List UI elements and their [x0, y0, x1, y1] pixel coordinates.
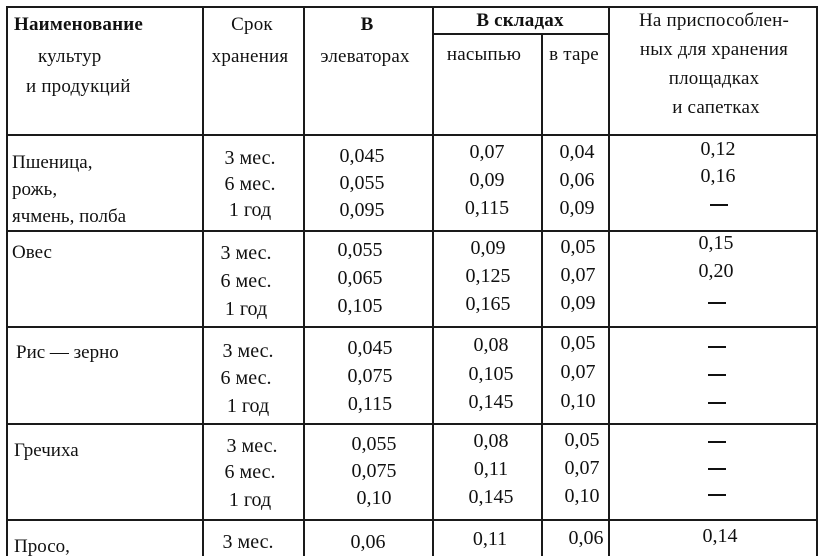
header-elevator-line-2: элеваторах — [320, 46, 410, 67]
row-3-term-1: 3 мес. — [222, 340, 274, 362]
header-elevator-line-1: В — [360, 14, 374, 35]
row-4-tare-1: 0,05 — [564, 429, 600, 451]
header-platform-line-1: На приспособлен- — [638, 10, 790, 31]
table-right-border — [816, 6, 818, 556]
row-3-tare-1: 0,05 — [560, 332, 596, 354]
row-4-term-1: 3 мес. — [226, 435, 278, 457]
row-2-term-3: 1 год — [224, 298, 268, 320]
row-1-platform-3-dash — [710, 204, 728, 206]
row-3-tare-2: 0,07 — [560, 361, 596, 383]
header-platform-line-2: ных для хранения — [639, 39, 789, 60]
row-4-name: Гречиха — [14, 440, 79, 461]
row-4-bulk-1: 0,08 — [473, 430, 509, 452]
row-1-bulk-2: 0,09 — [469, 169, 505, 191]
row-4-bulk-2: 0,11 — [473, 458, 509, 480]
row-3-elevator-3: 0,115 — [347, 393, 393, 415]
header-term-line-2: хранения — [211, 46, 289, 67]
row-4-tare-2: 0,07 — [564, 457, 600, 479]
row-4-term-3: 1 год — [228, 489, 272, 511]
header-platform-line-4: и сапетках — [672, 97, 760, 118]
row-2-elevator-1: 0,055 — [337, 239, 383, 261]
row-1-elevator-1: 0,045 — [339, 145, 385, 167]
row-1-elevator-2: 0,055 — [339, 172, 385, 194]
row-3-bottom-rule — [6, 423, 818, 425]
row-2-platform-3-dash — [708, 302, 726, 304]
row-1-elevator-3: 0,095 — [339, 199, 385, 221]
row-3-term-2: 6 мес. — [220, 367, 272, 389]
row-4-elevator-3: 0,10 — [356, 487, 392, 509]
row-1-tare-3: 0,09 — [559, 197, 595, 219]
row-2-tare-2: 0,07 — [560, 264, 596, 286]
row-3-tare-3: 0,10 — [560, 390, 596, 412]
row-3-elevator-2: 0,075 — [347, 365, 393, 387]
row-2-tare-3: 0,09 — [560, 292, 596, 314]
row-3-platform-2-dash — [708, 374, 726, 376]
row-2-term-2: 6 мес. — [220, 270, 272, 292]
row-4-platform-2-dash — [708, 468, 726, 470]
row-1-bulk-1: 0,07 — [469, 141, 505, 163]
column-divider-4 — [541, 33, 543, 556]
row-1-platform-1: 0,12 — [700, 138, 736, 160]
row-1-bulk-3: 0,115 — [464, 197, 510, 219]
warehouse-subheader-rule — [432, 33, 608, 35]
row-3-bulk-1: 0,08 — [473, 334, 509, 356]
row-1-name-line-2: рожь, — [12, 179, 58, 200]
row-2-bulk-2: 0,125 — [465, 265, 511, 287]
table-left-border — [6, 6, 8, 556]
table-top-rule — [6, 6, 818, 8]
row-3-platform-3-dash — [708, 402, 726, 404]
row-2-term-1: 3 мес. — [220, 242, 272, 264]
row-1-term-3: 1 год — [228, 199, 272, 221]
row-4-elevator-1: 0,055 — [351, 433, 397, 455]
row-1-name-line-1: Пшеница, — [12, 152, 93, 173]
row-4-bulk-3: 0,145 — [468, 486, 514, 508]
row-5-term-1: 3 мес. — [222, 531, 274, 553]
header-name-line-2: культур — [38, 46, 102, 67]
header-name-line-3: и продукций — [26, 76, 131, 97]
row-4-term-2: 6 мес. — [224, 461, 276, 483]
header-name-line-1: Наименование — [14, 14, 144, 35]
row-4-platform-1-dash — [708, 441, 726, 443]
row-2-name: Овес — [12, 242, 52, 263]
column-divider-1 — [202, 6, 204, 556]
row-4-elevator-2: 0,075 — [351, 460, 397, 482]
row-3-elevator-1: 0,045 — [347, 337, 393, 359]
header-term-line-1: Срок — [231, 14, 273, 35]
row-1-name-line-3: ячмень, полба — [12, 206, 127, 227]
row-5-elevator-1: 0,06 — [350, 531, 386, 553]
row-4-platform-3-dash — [708, 494, 726, 496]
header-platform-line-3: площадках — [668, 68, 760, 89]
header-bulk: насыпью — [446, 44, 522, 65]
row-5-bulk-1: 0,11 — [472, 528, 508, 550]
row-5-platform-1: 0,14 — [702, 525, 738, 547]
row-2-elevator-3: 0,105 — [337, 295, 383, 317]
row-2-bottom-rule — [6, 326, 818, 328]
row-1-term-1: 3 мес. — [224, 147, 276, 169]
header-warehouses: В складах — [476, 10, 564, 31]
row-5-name: Просо, — [14, 536, 70, 557]
row-2-platform-1: 0,15 — [698, 232, 734, 254]
column-divider-5 — [608, 6, 610, 556]
row-1-tare-2: 0,06 — [559, 169, 595, 191]
row-2-bulk-3: 0,165 — [465, 293, 511, 315]
row-2-platform-2: 0,20 — [698, 260, 734, 282]
column-divider-2 — [303, 6, 305, 556]
row-2-tare-1: 0,05 — [560, 236, 596, 258]
column-divider-3 — [432, 6, 434, 556]
header-bottom-rule — [6, 134, 818, 136]
row-3-bulk-3: 0,145 — [468, 391, 514, 413]
row-3-term-3: 1 год — [226, 395, 270, 417]
row-1-platform-2: 0,16 — [700, 165, 736, 187]
row-3-bulk-2: 0,105 — [468, 363, 514, 385]
row-3-platform-1-dash — [708, 346, 726, 348]
row-2-elevator-2: 0,065 — [337, 267, 383, 289]
row-4-tare-3: 0,10 — [564, 485, 600, 507]
row-3-name: Рис — зерно — [16, 342, 119, 363]
row-4-bottom-rule — [6, 519, 818, 521]
row-1-tare-1: 0,04 — [559, 141, 595, 163]
header-tare: в таре — [549, 44, 599, 65]
row-1-bottom-rule — [6, 230, 818, 232]
row-5-tare-1: 0,06 — [568, 527, 604, 549]
row-1-term-2: 6 мес. — [224, 173, 276, 195]
row-2-bulk-1: 0,09 — [470, 237, 506, 259]
